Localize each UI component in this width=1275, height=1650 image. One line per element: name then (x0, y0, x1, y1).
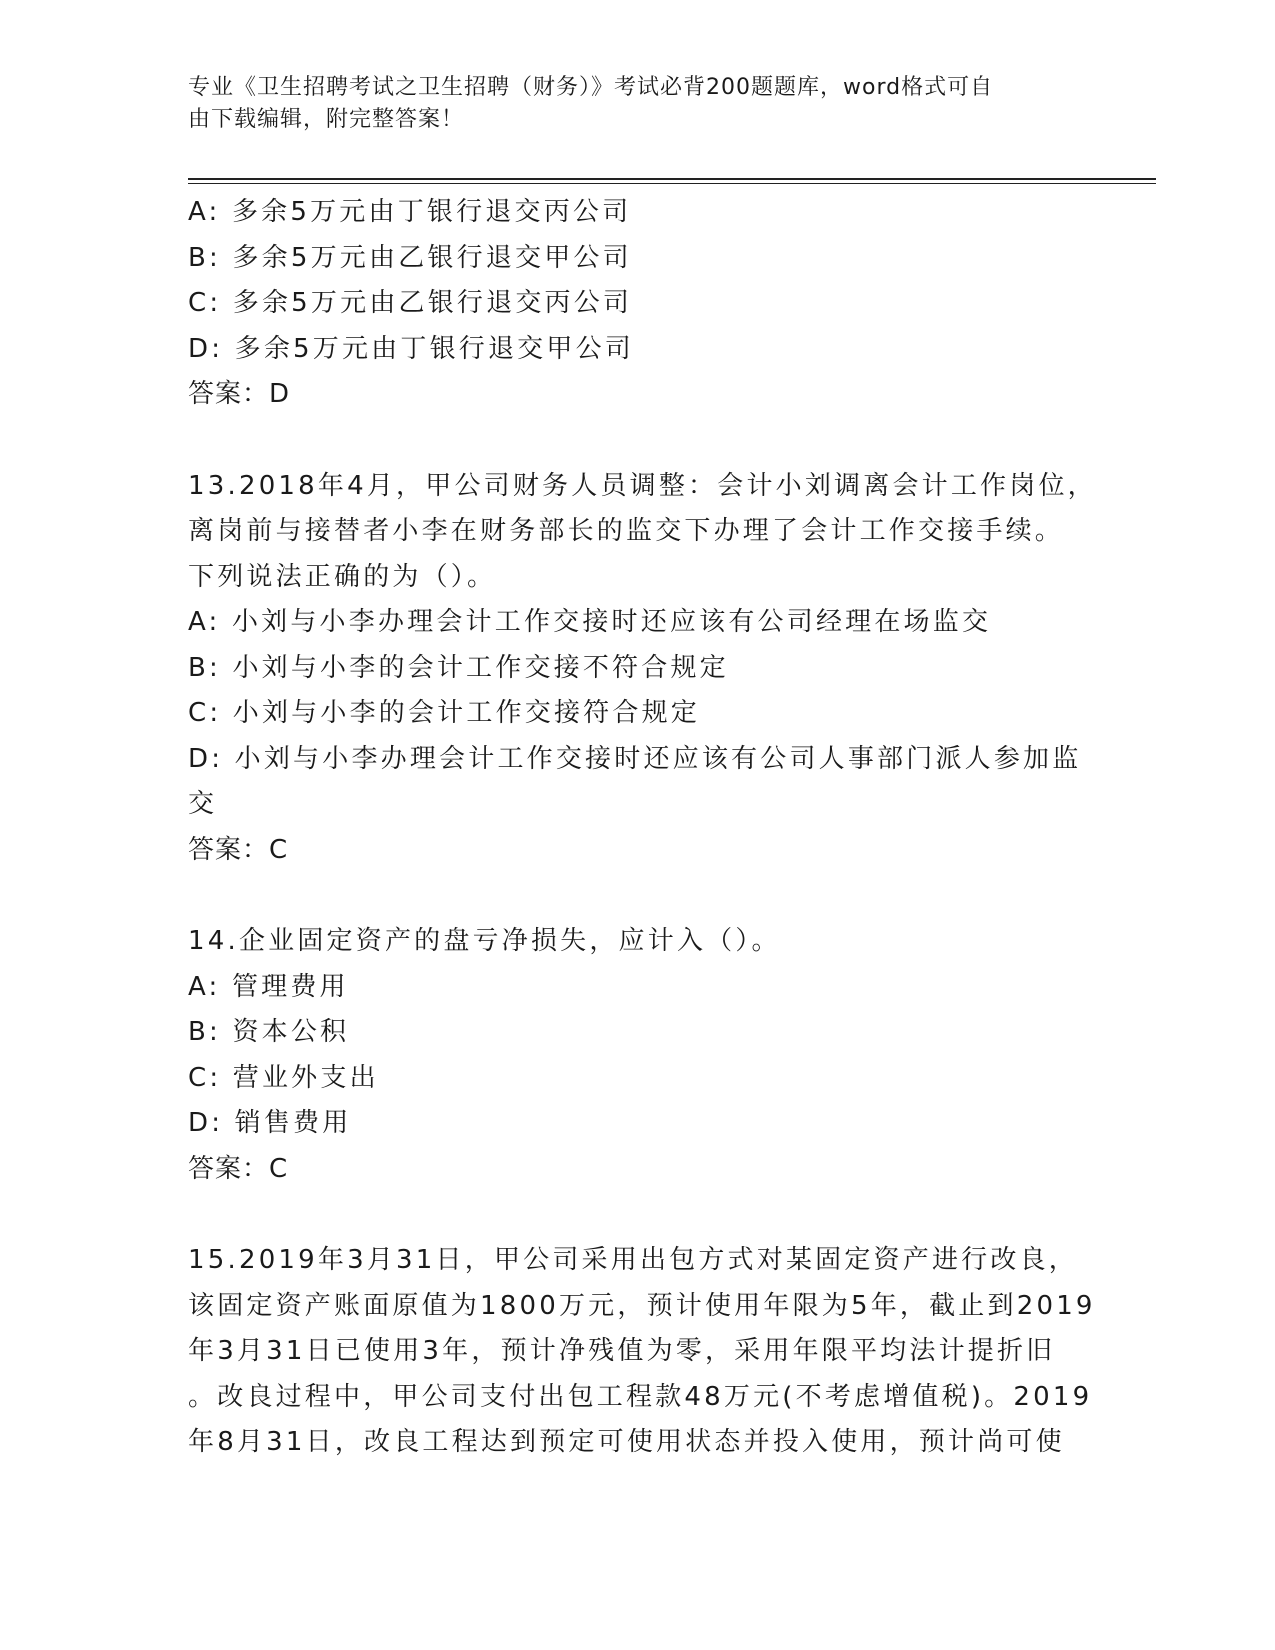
option-d: D: 多余5万元由丁银行退交甲公司 (188, 333, 634, 364)
answer: 答案：D (188, 379, 291, 409)
question-stem: 。改良过程中，甲公司支付出包工程款48万元(不考虑增值税)。2019 (188, 1381, 1093, 1412)
spacer (188, 418, 1088, 464)
option-a: A: 管理费用 (188, 971, 349, 1002)
question-stem: 15.2019年3月31日，甲公司采用出包方式对某固定资产进行改良， (188, 1245, 1078, 1275)
header-divider-thin (188, 183, 1156, 184)
question-stem: 离岗前与接替者小李在财务部长的监交下办理了会计工作交接手续。 (188, 516, 1065, 546)
question-12 (188, 190, 1088, 418)
question-stem: 13.2018年4月，甲公司财务人员调整：会计小刘调离会计工作岗位， (188, 470, 1097, 501)
question-13 (188, 464, 1097, 874)
question-list (188, 190, 1097, 1466)
option-b: B: 多余5万元由乙银行退交甲公司 (188, 242, 632, 273)
question-14 (188, 919, 1088, 1192)
header-line: 专业《卫生招聘考试之卫生招聘（财务）》考试必背200题题库，word格式可自 (188, 75, 994, 100)
option-b: B: 小刘与小李的会计工作交接不符合规定 (188, 652, 729, 683)
spacer (188, 873, 1088, 919)
answer: 答案：C (188, 1153, 289, 1184)
question-stem: 下列说法正确的为（）。 (188, 561, 497, 592)
header-divider (188, 178, 1156, 180)
option-a: A: 小刘与小李办理会计工作交接时还应该有公司经理在场监交 (188, 607, 992, 637)
option-b: B: 资本公积 (188, 1017, 350, 1047)
spacer (188, 1192, 1088, 1238)
document-header (188, 72, 1068, 136)
question-stem: 该固定资产账面原值为1800万元，预计使用年限为5年，截止到2019 (188, 1290, 1096, 1321)
answer: 答案：C (188, 834, 289, 865)
option-c: C: 营业外支出 (188, 1062, 379, 1093)
question-15 (188, 1238, 1096, 1466)
option-d: D: 小刘与小李办理会计工作交接时还应该有公司人事部门派人参加监 (188, 743, 1082, 774)
question-stem: 14.企业固定资产的盘亏净损失，应计入（）。 (188, 926, 781, 956)
option-c: C: 多余5万元由乙银行退交丙公司 (188, 288, 633, 318)
header-line: 由下载编辑，附完整答案！ (188, 107, 465, 132)
option-c: C: 小刘与小李的会计工作交接符合规定 (188, 698, 700, 728)
option-d-continued: 交 (188, 789, 218, 819)
option-d: D: 销售费用 (188, 1108, 352, 1138)
question-stem: 年3月31日已使用3年，预计净残值为零，采用年限平均法计提折旧 (188, 1336, 1056, 1366)
option-a: A: 多余5万元由丁银行退交丙公司 (188, 197, 632, 227)
question-stem: 年8月31日，改良工程达到预定可使用状态并投入使用，预计尚可使 (188, 1427, 1065, 1457)
